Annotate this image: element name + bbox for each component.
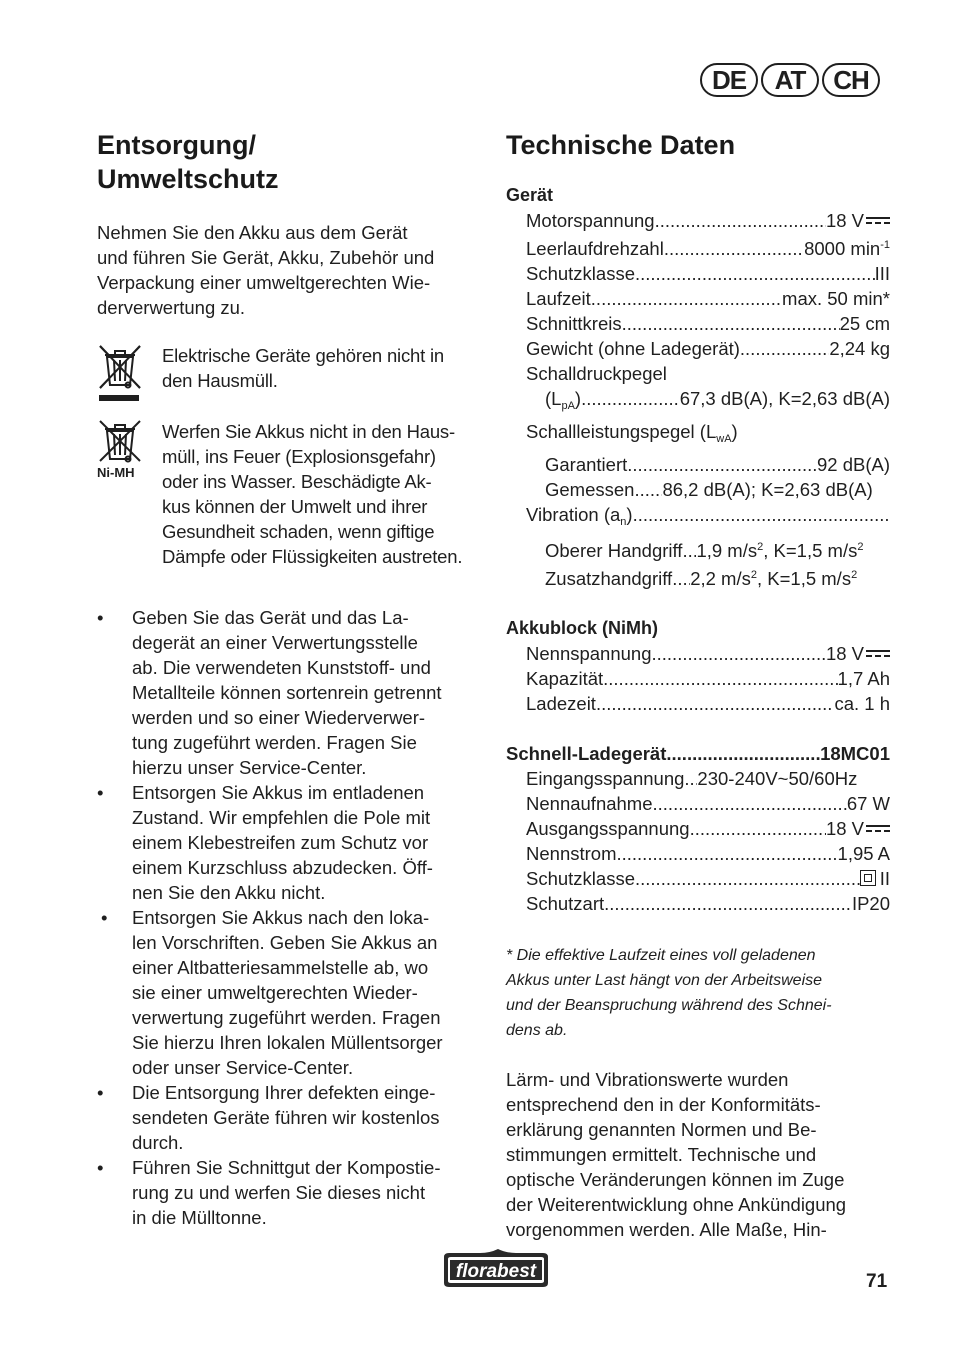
dc-symbol-icon [866,649,890,659]
bullet-line: Geben Sie das Gerät und das La- [132,607,409,628]
intro-line: Nehmen Sie den Akku aus dem Gerät [97,222,408,243]
notice-line: kus können der Umwelt und ihrer [162,496,428,517]
spec-value: 2,2 m/s [690,568,751,589]
bullet-line: Zustand. Wir empfehlen die Pole mit [132,807,431,828]
footnote-line: dens ab. [506,1022,568,1039]
notice-line: den Hausmüll. [162,370,278,391]
spec-measured [506,477,890,502]
spec-value: ca. 1 h [834,693,890,714]
spec-sup: 2 [757,541,764,553]
spec-label: Schnittkreis [526,313,622,334]
page-number: 71 [866,1271,888,1292]
spec-value: 86,2 dB(A); K=2,63 dB(A) [662,479,873,500]
bullet-line: Entsorgen Sie Akkus im entladenen [132,782,425,803]
bullet-line: Die Entsorgung Ihrer defekten einge- [132,1082,436,1103]
country-badge-de: DE [700,63,758,97]
charger-heading [506,741,890,766]
spec-value: max. 50 min* [782,288,890,309]
spec-value: , K=1,5 m/s [763,540,858,561]
florabest-logo [440,1247,552,1296]
spec-power-input [506,791,890,816]
tech-data-title: Technische Daten [506,130,736,160]
spec-label: Gewicht (ohne Ladegerät) [526,338,740,359]
dc-symbol-icon [866,824,890,834]
disposal-bullets [97,605,485,1230]
spec-sup: 2 [750,569,757,581]
spec-label: (L [545,388,562,409]
spec-label: Schalldruckpegel [526,363,667,384]
spec-sub: wA [716,433,732,445]
spec-label: Kapazität [526,668,604,689]
spec-sub: pA [561,400,575,412]
bullet-line: len Vorschriften. Geben Sie Akkus an [132,932,438,953]
bullet-line: sie einer umweltgerechten Wieder- [132,982,418,1003]
spec-sub: n [620,516,627,528]
bullet-line: einem Klebestreifen zum Schutz vor [132,832,429,853]
spec-label: Garantiert [545,454,628,475]
bullet-item [97,905,485,1080]
weee-notice-text [162,343,485,393]
spec-sound-pressure [506,386,890,419]
bullet-item [97,1155,485,1230]
spec-label: ) [731,421,738,442]
spec-label: Nennstrom [526,843,617,864]
notice-line: oder ins Wasser. Beschädigte Ak- [162,471,432,492]
spec-label: Nennaufnahme [526,793,653,814]
spec-nominal-voltage [506,641,890,666]
closing-line: der Weiterentwicklung ohne Ankündigung [506,1194,847,1215]
runtime-footnote [506,943,890,1043]
spec-label: Motorspannung [526,210,655,231]
spec-label: Gemessen [545,479,635,500]
spec-value: 1,9 m/s [696,540,758,561]
disposal-column [97,128,485,1230]
device-specs [506,183,890,591]
footnote-line: und der Beanspruchung während des Schnei- [506,997,832,1014]
notice-line: Werfen Sie Akkus nicht in den Haus- [162,421,455,442]
bullet-line: hierzu unser Service-Center. [132,757,367,778]
bullet-line: Sie hierzu Ihren lokalen Müllentsorger [132,1032,443,1053]
bullet-dot: • [97,607,104,628]
bullet-line: nen Sie den Akku nicht. [132,882,326,903]
bullet-dot: • [97,1082,104,1103]
intro-line: und führen Sie Gerät, Akku, Zubehör und [97,247,435,268]
spec-runtime [506,286,890,311]
closing-paragraph [506,1067,890,1242]
closing-line: optische Veränderungen können im Zuge [506,1169,845,1190]
bullet-line: oder unser Service-Center. [132,1057,354,1078]
spec-sup: 2 [857,541,864,553]
battery-notice [97,419,485,569]
spec-value: 2,24 kg [829,338,890,359]
spec-weight [506,336,890,361]
spec-label: Vibration (a [526,504,621,525]
battery-notice-text [162,419,485,569]
footnote-line: * Die effektive Laufzeit eines voll geladenen [506,947,816,964]
spec-input-voltage [506,766,890,791]
spec-label: Zusatzhandgriff [545,568,673,589]
bullet-line: verwertung zugeführt werden. Fragen [132,1007,441,1028]
spec-value: IP20 [851,893,890,914]
intro-line: derverwertung zu. [97,297,246,318]
closing-line: entsprechend den in der Konformitäts- [506,1094,821,1115]
crossed-bin-icon [97,343,143,410]
spec-guaranteed [506,452,890,477]
charger-specs [506,741,890,916]
spec-charger-protection-class [506,866,890,891]
bullet-line: in die Mülltonne. [132,1207,267,1228]
spec-label: Schnell-Ladegerät [506,743,667,764]
bullet-line: Führen Sie Schnittgut der Kompostie- [132,1157,441,1178]
bullet-item [97,1080,485,1155]
spec-label: Leerlaufdrehzahl [526,238,664,259]
bullet-line: durch. [132,1132,184,1153]
bullet-line: Entsorgen Sie Akkus nach den loka- [132,907,430,928]
spec-aux-handle [506,563,890,591]
double-insulation-icon [860,870,876,886]
bullet-line: degerät an einer Verwertungsstelle [132,632,418,653]
spec-label: Oberer Handgriff [545,540,683,561]
spec-sup: -1 [880,239,890,251]
spec-output-voltage [506,816,890,841]
logo-text: florabest [455,1261,537,1282]
notice-line: Dämpfe oder Flüssigkeiten austreten. [162,546,463,567]
spec-value: 8000 min [804,238,881,259]
weee-notice [97,343,485,403]
spec-value: III [874,263,890,284]
spec-value: 25 cm [839,313,890,334]
spec-label: Schutzklasse [526,868,635,889]
spec-capacity [506,666,890,691]
spec-protection-class [506,261,890,286]
battery-heading: Akkublock (NiMh) [506,618,659,638]
dc-symbol-icon [866,216,890,226]
spec-value: 18 V [825,818,864,839]
spec-label: ) [626,504,633,525]
tech-data-column [506,128,890,1242]
country-badges [700,63,880,97]
spec-value: II [879,868,890,889]
bullet-item [97,605,485,780]
spec-value: 230-240V~50/60Hz [697,768,858,789]
spec-idle-speed [506,233,890,261]
spec-label: ) [574,388,582,409]
spec-upper-handle [506,535,890,563]
bullet-line: einem Kurzschluss abzudecken. Öff- [132,857,433,878]
spec-value: 18 V [825,643,864,664]
spec-motor-voltage [506,208,890,233]
spec-sound-pressure-heading [506,361,890,386]
spec-nominal-current [506,841,890,866]
spec-value: 18MC01 [820,743,890,764]
spec-value: 18 V [825,210,864,231]
bullet-line: einer Altbatteriesammelstelle ab, wo [132,957,429,978]
spec-vibration [506,502,890,535]
spec-label: Nennspannung [526,643,652,664]
spec-label: Schutzart [526,893,605,914]
spec-ip-rating [506,891,890,916]
spec-value: 67 W [846,793,890,814]
bullet-dot: • [97,782,104,803]
closing-line: erklärung genannten Normen und Be- [506,1119,817,1140]
spec-charge-time [506,691,890,716]
bullet-line: Metallteile können sortenrein getrennt [132,682,442,703]
spec-sound-power-heading [506,419,890,452]
notice-line: Gesundheit schaden, wenn giftige [162,521,435,542]
spec-label: Schallleistungspegel (L [526,421,717,442]
bullet-line: sendeten Geräte führen wir kostenlos [132,1107,440,1128]
device-heading: Gerät [506,185,554,205]
spec-value: 1,95 A [837,843,890,864]
bullet-line: tung zugeführt werden. Fragen Sie [132,732,417,753]
country-badge-ch: CH [822,63,880,97]
notice-line: müll, ins Feuer (Explosionsgefahr) [162,446,436,467]
spec-value: 67,3 dB(A), K=2,63 dB(A) [679,388,890,409]
spec-label: Laufzeit [526,288,591,309]
spec-label: Ausgangsspannung [526,818,690,839]
bullet-line: rung zu und werfen Sie dieses nicht [132,1182,426,1203]
intro-line: Verpackung einer umweltgerechten Wie- [97,272,431,293]
spec-label: Eingangsspannung [526,768,685,789]
bullet-dot: • [97,1157,104,1178]
spec-value: 1,7 Ah [837,668,890,689]
footnote-line: Akkus unter Last hängt von der Arbeitsweise [506,972,823,989]
disposal-title: Entsorgung/ Umweltschutz [97,130,279,194]
bullet-dot: • [101,907,108,928]
spec-value: 92 dB(A) [816,454,890,475]
disposal-intro [97,220,467,320]
spec-cutting-circle [506,311,890,336]
spec-sup: 2 [851,569,858,581]
spec-value: , K=1,5 m/s [756,568,852,589]
notice-line: Elektrische Geräte gehören nicht in [162,345,444,366]
closing-line: Lärm- und Vibrationswerte wurden [506,1069,789,1090]
battery-bin-icon [97,419,143,486]
spec-label: Ladezeit [526,693,596,714]
country-badge-at: AT [761,63,819,97]
ni-mh-label: Ni-MH [97,465,135,480]
closing-line: vorgenommen werden. Alle Maße, Hin- [506,1219,827,1240]
bullet-line: werden und so einer Wiederverwer- [132,707,426,728]
bullet-item [97,780,485,905]
spec-label: Schutzklasse [526,263,635,284]
closing-line: stimmungen ermittelt. Technische und [506,1144,817,1165]
bullet-line: ab. Die verwendeten Kunststoff- und [132,657,431,678]
battery-specs [506,616,890,716]
